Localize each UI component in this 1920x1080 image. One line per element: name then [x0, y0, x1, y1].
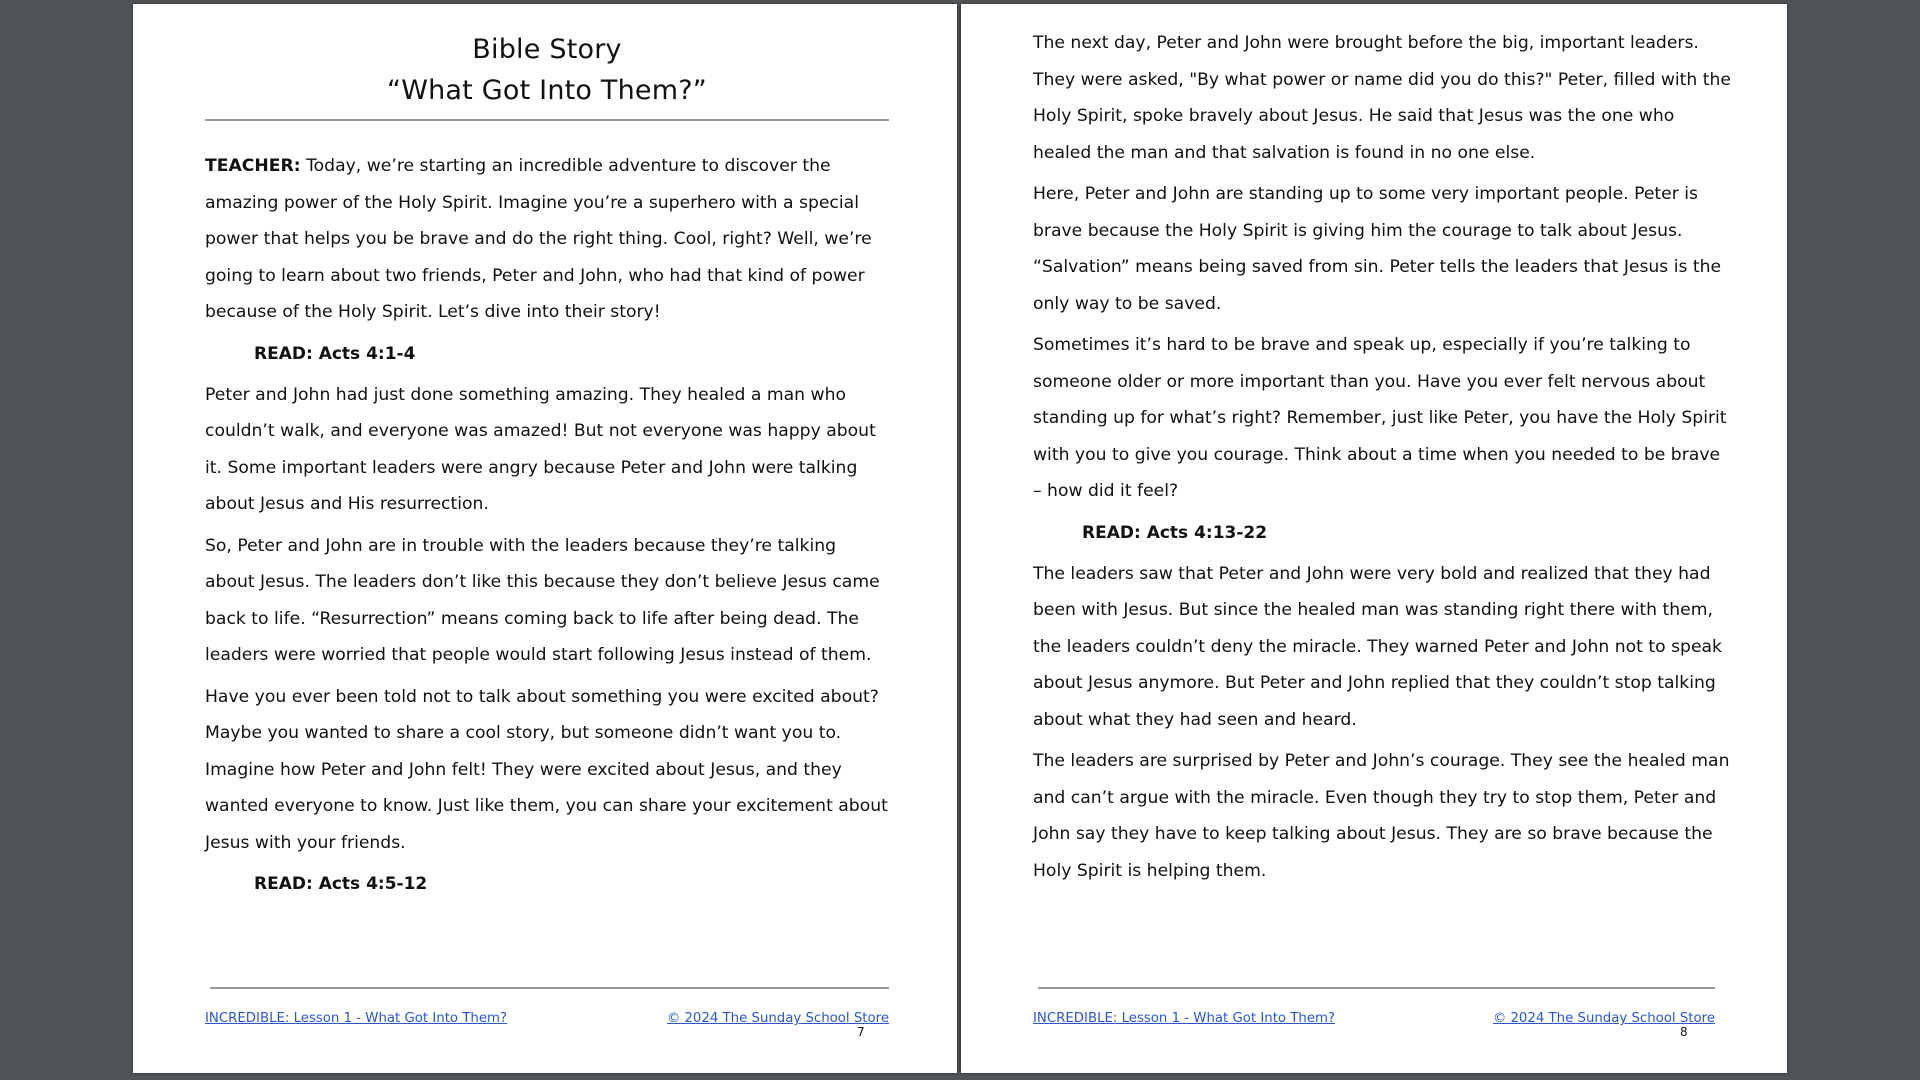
copyright-link[interactable]: © 2024 The Sunday School Store: [1492, 1011, 1715, 1026]
page-footer: [205, 987, 889, 1041]
page-footer: [1033, 987, 1715, 1041]
teacher-label: TEACHER:: [205, 156, 301, 176]
story-paragraph: Here, Peter and John are standing up to some very important people. Peter is brave because the Holy Spirit is giving him the courage to talk about Jesus. “Salvation” means being saved from sin. Peter tells the leaders that Jesus is the only way to be saved.: [1033, 184, 1722, 314]
story-paragraph: The next day, Peter and John were brought before the big, important leaders. They were asked, "By what power or name did you do this?" Peter, filled with the Holy Spirit, spoke bravely about Jesus. He said that Jesus was the one who healed the man and that salvation is found in no one else.: [1033, 33, 1731, 163]
read-reference: READ: Acts 4:1-4: [254, 343, 416, 364]
title-line-1: Bible Story: [472, 34, 622, 65]
story-paragraph: Peter and John had just done something amazing. They healed a man who couldn’t walk, and everyone was amazed! But not everyone was happy about it. Some important leaders were angry because Peter and John were talking about Jesus and His resurrection.: [205, 384, 876, 514]
page-title: [205, 29, 889, 111]
document-page-7: [133, 4, 957, 1073]
lesson-link[interactable]: INCREDIBLE: Lesson 1 - What Got Into Them?: [1033, 1011, 1336, 1026]
story-paragraph: Sometimes it’s hard to be brave and speak up, especially if you’re talking to someone older or more important than you. Have you ever felt nervous about standing up for what’s right? Remember, just like Peter, you have the Holy Spirit with you to give you courage. Think about a time when you needed to be brave – how did it feel?: [1033, 335, 1727, 501]
story-paragraph: The leaders saw that Peter and John were very bold and realized that they had been with Jesus. But since the healed man was standing right there with them, the leaders couldn’t deny the miracle. They warned Peter and John not to speak about Jesus anymore. But Peter and John replied that they couldn’t stop talking about what they had seen and heard.: [1033, 563, 1723, 730]
page-content: [1033, 4, 1733, 889]
document-page-8: [961, 4, 1787, 1073]
read-reference: READ: Acts 4:5-12: [254, 874, 428, 894]
page-number: 7: [857, 1025, 865, 1039]
page-number: 8: [1680, 1025, 1688, 1039]
teacher-paragraph: [205, 148, 889, 331]
footer-divider: [1038, 987, 1715, 989]
title-line-2: “What Got Into Them?”: [387, 75, 707, 106]
teacher-text: Today, we’re starting an incredible adventure to discover the amazing power of the Holy Spirit. Imagine you’re a superhero with a special power that helps you be brave and do the right thing. Cool, right? Well, we’re going to learn about two friends, Peter and John, who had that kind of power because of the Holy Spirit. Let’s dive into their story!: [205, 156, 872, 322]
read-reference: READ: Acts 4:13-22: [1082, 522, 1268, 543]
story-paragraph: The leaders are surprised by Peter and John’s courage. They see the healed man and can’t argue with the miracle. Even though they try to stop them, Peter and John say they have to keep talking about Jesus. They are so brave because the Holy Spirit is helping them.: [1033, 751, 1730, 881]
copyright-link[interactable]: © 2024 The Sunday School Store: [666, 1011, 889, 1026]
page-content: [205, 4, 889, 902]
lesson-link[interactable]: INCREDIBLE: Lesson 1 - What Got Into Them?: [205, 1011, 508, 1026]
story-paragraph: Have you ever been told not to talk about something you were excited about? Maybe you wanted to share a cool story, but someone didn’t want you to. Imagine how Peter and John felt! They were excited about Jesus, and they wanted everyone to know. Just like them, you can share your excitement about Jesus with your friends.: [205, 686, 888, 853]
footer-divider: [210, 987, 889, 989]
story-paragraph: So, Peter and John are in trouble with the leaders because they’re talking about Jesus. The leaders don’t like this because they don’t believe Jesus came back to life. “Resurrection” means coming back to life after being dead. The leaders were worried that people would start following Jesus instead of them.: [205, 535, 880, 665]
